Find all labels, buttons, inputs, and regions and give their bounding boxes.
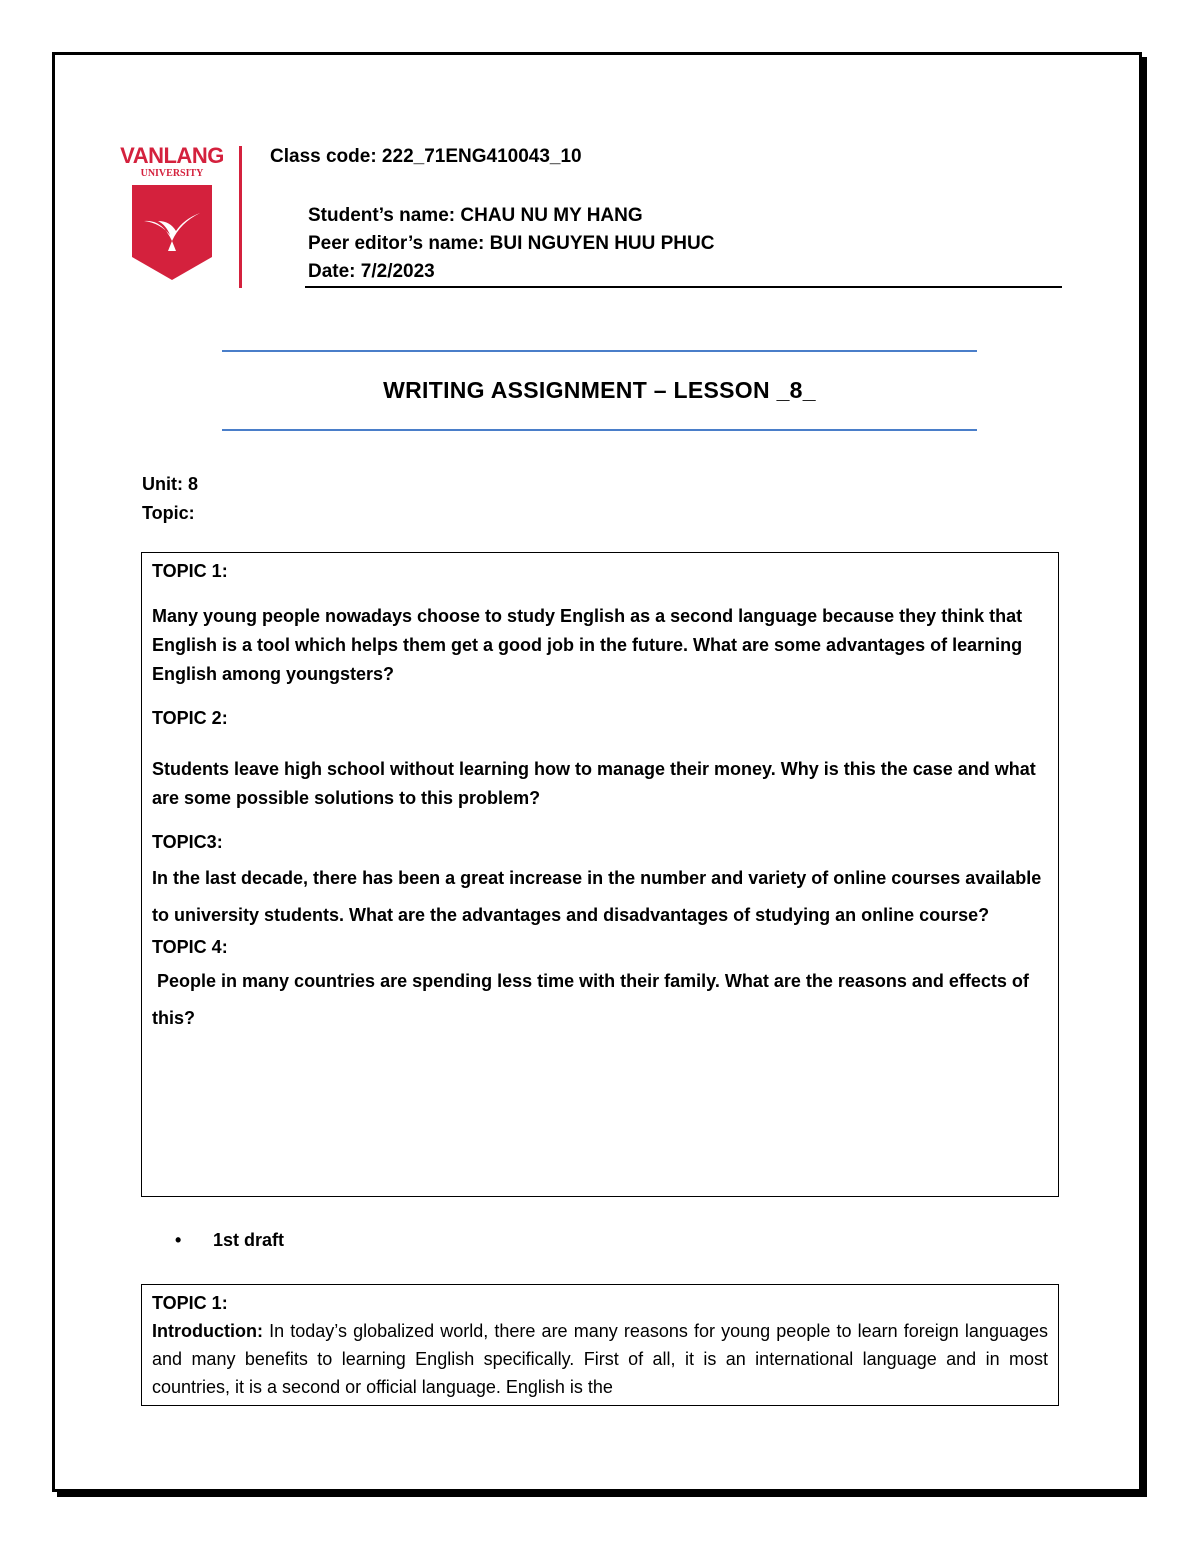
unit-topic-block [142, 470, 198, 528]
shield-icon [132, 185, 212, 280]
unit-label: Unit: 8 [142, 474, 198, 494]
intro-text: In today’s globalized world, there are many reasons for young people to learn foreign languages and many benefits to learning English specifically. First of all, it is an international language and in most countries, it is a second or official language. English is the [152, 1321, 1048, 1397]
topic-2-text: Students leave high school without learning how to manage their money. Why is this the case and what are some possible solutions to this problem? [152, 759, 1036, 808]
draft-label: 1st draft [213, 1230, 285, 1250]
topics-box [141, 552, 1059, 1197]
draft-list-item [175, 1230, 284, 1251]
essay-box [141, 1284, 1059, 1406]
title-rule-top [222, 350, 977, 352]
title-rule-bottom [222, 429, 977, 431]
logo-brand: VANLANG [120, 143, 224, 168]
topic-3-text: In the last decade, there has been a great increase in the number and variety of online courses available to university students. What are the advantages and disadvantages of studying an online course? [152, 868, 1042, 925]
logo-subtitle: UNIVERSITY [140, 168, 204, 179]
student-name: Student’s name: CHAU NU MY HANG [308, 205, 643, 226]
student-info [308, 202, 714, 286]
peer-editor-name: Peer editor’s name: BUI NGUYEN HUU PHUC [308, 233, 715, 254]
topic-1-text: Many young people nowadays choose to study English as a second language because they think that English is a tool which helps them get a good job in the future. What are some advantages of learning English among youngsters? [152, 606, 1023, 684]
page-title: WRITING ASSIGNMENT – LESSON _8_ [383, 377, 816, 403]
university-logo [112, 143, 242, 288]
topic-1-heading: TOPIC 1: [152, 561, 228, 581]
bullet: • [175, 1230, 182, 1250]
topic-label: Topic: [142, 503, 195, 523]
topic-4-text: People in many countries are spending less time with their family. What are the reasons and effects of this? [152, 971, 1034, 1028]
topic-4-heading: TOPIC 4: [152, 937, 228, 957]
class-code: Class code: 222_71ENG410043_10 [270, 146, 582, 167]
logo-divider [239, 146, 242, 288]
essay-heading: TOPIC 1: [152, 1293, 228, 1313]
topic-2-heading: TOPIC 2: [152, 708, 228, 728]
intro-label: Introduction: [152, 1321, 263, 1341]
topic-3-heading: TOPIC3: [152, 832, 223, 852]
date: Date: 7/2/2023 [308, 261, 435, 282]
essay-introduction [152, 1317, 1048, 1401]
header-divider [305, 286, 1062, 288]
